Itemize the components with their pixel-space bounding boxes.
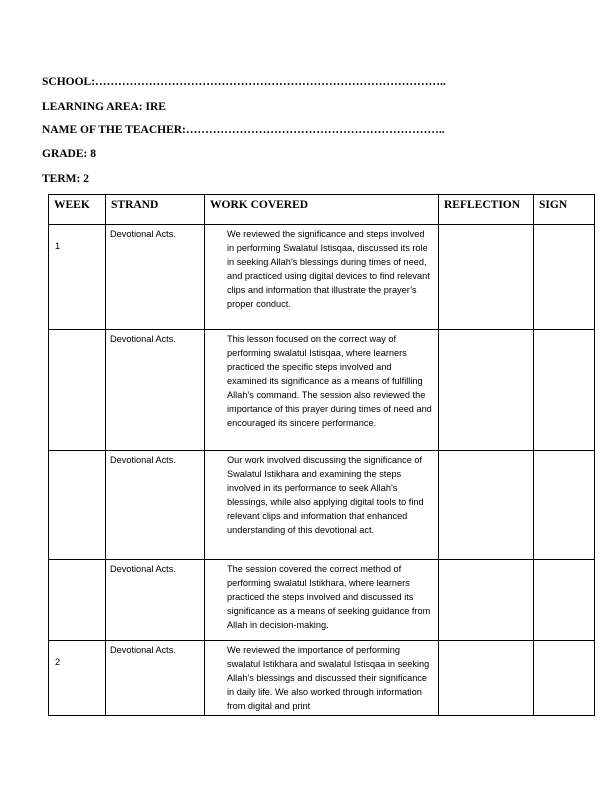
week-cell — [49, 451, 106, 560]
grade-field: GRADE: 8 — [42, 148, 96, 160]
reflection-cell[interactable] — [439, 225, 534, 330]
sign-cell[interactable] — [534, 451, 595, 560]
col-header-week: WEEK — [49, 195, 106, 225]
learning-area-field: LEARNING AREA: IRE — [42, 101, 166, 113]
week-cell — [49, 560, 106, 641]
col-header-strand: STRAND — [106, 195, 205, 225]
table-row — [49, 225, 595, 330]
term-field: TERM: 2 — [42, 173, 89, 185]
work-covered-table — [48, 194, 595, 716]
work-covered-cell: The session covered the correct method of performing swalatul Istikhara, where learners practiced the steps involved and discussed its significance as a means of seeking guidance from Allah in decision-making. — [205, 560, 439, 641]
table-row — [49, 641, 595, 716]
reflection-cell[interactable] — [439, 641, 534, 716]
strand-cell: Devotional Acts. — [106, 225, 205, 330]
week-cell — [49, 330, 106, 451]
week-cell: 1 — [49, 225, 106, 330]
table-row — [49, 451, 595, 560]
sign-cell[interactable] — [534, 560, 595, 641]
sign-cell[interactable] — [534, 641, 595, 716]
table-row — [49, 560, 595, 641]
col-header-reflection: REFLECTION — [439, 195, 534, 225]
strand-cell: Devotional Acts. — [106, 451, 205, 560]
table-header-row — [49, 195, 595, 225]
reflection-cell[interactable] — [439, 560, 534, 641]
work-covered-cell: We reviewed the significance and steps involved in performing Swalatul Istisqaa, discussed its role in seeking Allah’s blessings during times of need, and practiced using digital devices to find relevant clips and information that illustrate the prayer’s proper conduct. — [205, 225, 439, 330]
col-header-sign: SIGN — [534, 195, 595, 225]
table-row — [49, 330, 595, 451]
school-field: SCHOOL:……………………………………………………………………………….. — [42, 76, 446, 88]
sign-cell[interactable] — [534, 330, 595, 451]
col-header-work-covered: WORK COVERED — [205, 195, 439, 225]
work-covered-cell: We reviewed the importance of performing swalatul Istikhara and swalatul Istisqaa in seeking Allah’s blessings and discussed their significance in daily life. We also worked through information from digital and print — [205, 641, 439, 716]
reflection-cell[interactable] — [439, 330, 534, 451]
strand-cell: Devotional Acts. — [106, 560, 205, 641]
week-cell: 2 — [49, 641, 106, 716]
strand-cell: Devotional Acts. — [106, 641, 205, 716]
sign-cell[interactable] — [534, 225, 595, 330]
work-covered-cell: Our work involved discussing the significance of Swalatul Istikhara and examining the steps involved in its performance to seek Allah’s blessings, while also applying digital tools to find relevant clips and information that enhanced understanding of this devotional act. — [205, 451, 439, 560]
work-covered-cell: This lesson focused on the correct way of performing swalatul Istisqaa, where learners practiced the specific steps involved and examined its significance as a means of fulfilling Allah’s command. The session also reviewed the importance of this prayer during times of need and encouraged its sincere performance. — [205, 330, 439, 451]
strand-cell: Devotional Acts. — [106, 330, 205, 451]
teacher-name-field: NAME OF THE TEACHER:………………………………………………………….. — [42, 124, 445, 136]
reflection-cell[interactable] — [439, 451, 534, 560]
